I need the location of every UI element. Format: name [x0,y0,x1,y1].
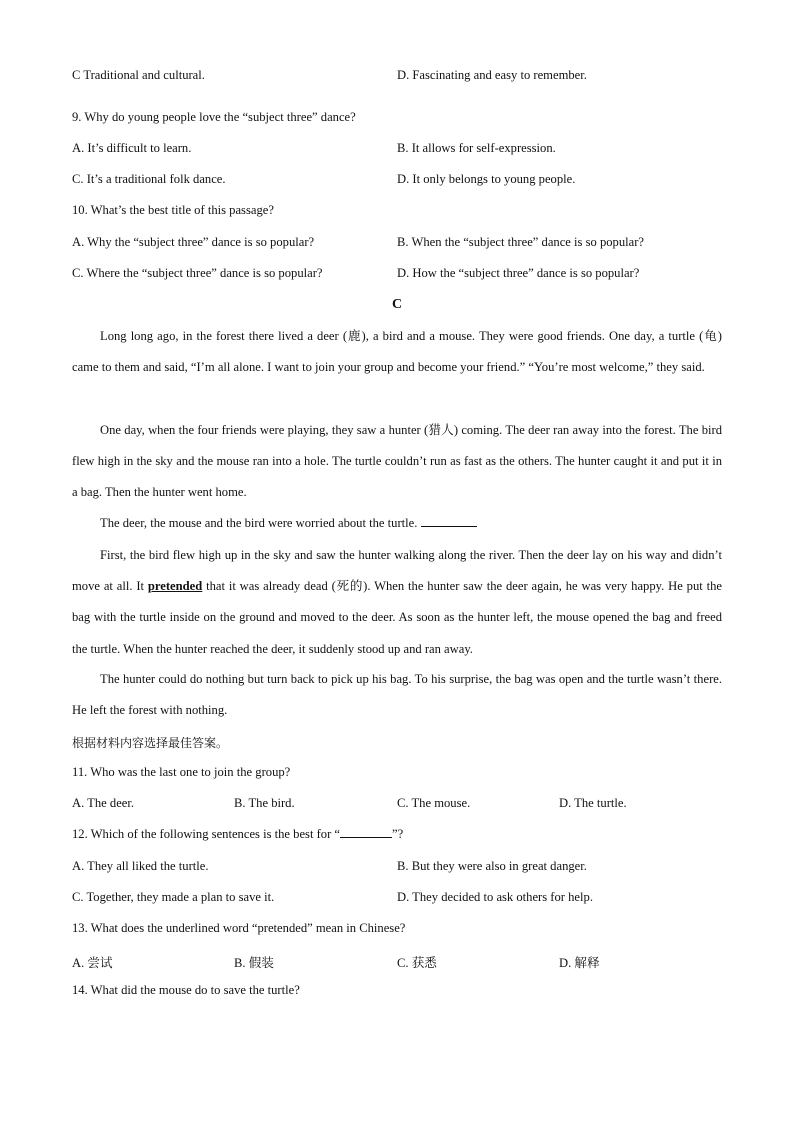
q10-option-b: B. When the “subject three” dance is so popular? [397,235,645,249]
q9-option-b: B. It allows for self-expression. [397,141,556,155]
underlined-word-pretended: pretended [147,579,203,594]
q14-question: 14. What did the mouse do to save the turtle? [72,983,300,997]
q9-option-c: C. It’s a traditional folk dance. [72,172,226,186]
q13-option-a: A. 尝试 [72,956,113,970]
passage-paragraph-4-text-b: that it was already dead (死的). When the hunter saw the deer again, he was very happy. He put the bag with the turtle inside on the ground and moved to the deer. As soon as the hunter left, the mouse opened the bag and freed the turtle. When the hunter reached the deer, it suddenly stood up and ran away. [72,579,722,656]
q12-option-c: C. Together, they made a plan to save it. [72,890,275,904]
passage-paragraph-1 [72,321,722,383]
q10-option-d: D. How the “subject three” dance is so popular? [397,266,640,280]
passage-paragraph-3 [72,508,722,539]
q10-option-c: C. Where the “subject three” dance is so popular? [72,266,323,280]
passage-paragraph-5-text: The hunter could do nothing but turn back to pick up his bag. To his surprise, the bag was open and the turtle wasn’t there. He left the forest with nothing. [72,672,722,718]
q12-option-b: B. But they were also in great danger. [397,859,587,873]
q10-option-a: A. Why the “subject three” dance is so popular? [72,235,315,249]
answer-blank [421,516,477,527]
q11-question: 11. Who was the last one to join the group? [72,765,291,779]
q12-option-d: D. They decided to ask others for help. [397,890,593,904]
passage-paragraph-4 [72,540,722,665]
q13-question: 13. What does the underlined word “pretended” mean in Chinese? [72,921,406,935]
q12-option-a: A. They all liked the turtle. [72,859,209,873]
instruction: 根据材料内容选择最佳答案。 [72,736,229,750]
passage-paragraph-1-text: Long long ago, in the forest there lived a deer (鹿), a bird and a mouse. They were good friends. One day, a turtle (龟) came to them and said, “I’m all alone. I want to join your group and become your friend.” “You’re most welcome,” they said. [72,329,722,375]
q9-option-d: D. It only belongs to young people. [397,172,576,186]
q13-option-c: C. 获悉 [397,956,437,970]
q12-question-text-a: 12. Which of the following sentences is the best for “ [72,827,341,841]
q9-option-a: A. It’s difficult to learn. [72,141,192,155]
passage-paragraph-3-text: The deer, the mouse and the bird were worried about the turtle. [100,516,418,530]
q10-question: 10. What’s the best title of this passage? [72,203,274,217]
q12-question [72,827,403,842]
section-title: C [391,297,403,312]
passage-paragraph-5 [72,664,722,726]
q9-question: 9. Why do young people love the “subject three” dance? [72,110,356,124]
q11-option-c: C. The mouse. [397,796,471,810]
passage-paragraph-4-text-a: First, the bird flew high up in the sky and saw the hunter walking along the river. Then the deer lay on his way and didn’t move at all. It [72,548,722,594]
q12-blank [340,827,392,838]
passage-paragraph-2 [72,415,722,509]
q11-option-d: D. The turtle. [559,796,627,810]
q12-question-text-b: ”? [392,827,404,841]
q8-option-d: D. Fascinating and easy to remember. [397,68,587,82]
q11-option-b: B. The bird. [234,796,295,810]
passage-paragraph-2-text: One day, when the four friends were playing, they saw a hunter (猎人) coming. The deer ran away into the forest. The bird flew high in the sky and the mouse ran into a hole. The turtle couldn’t run as fast as the others. The hunter caught it and put it in a bag. Then the hunter went home. [72,423,722,500]
q11-option-a: A. The deer. [72,796,135,810]
q13-option-d: D. 解释 [559,956,600,970]
q13-option-b: B. 假装 [234,956,274,970]
q8-option-c: C Traditional and cultural. [72,68,205,82]
